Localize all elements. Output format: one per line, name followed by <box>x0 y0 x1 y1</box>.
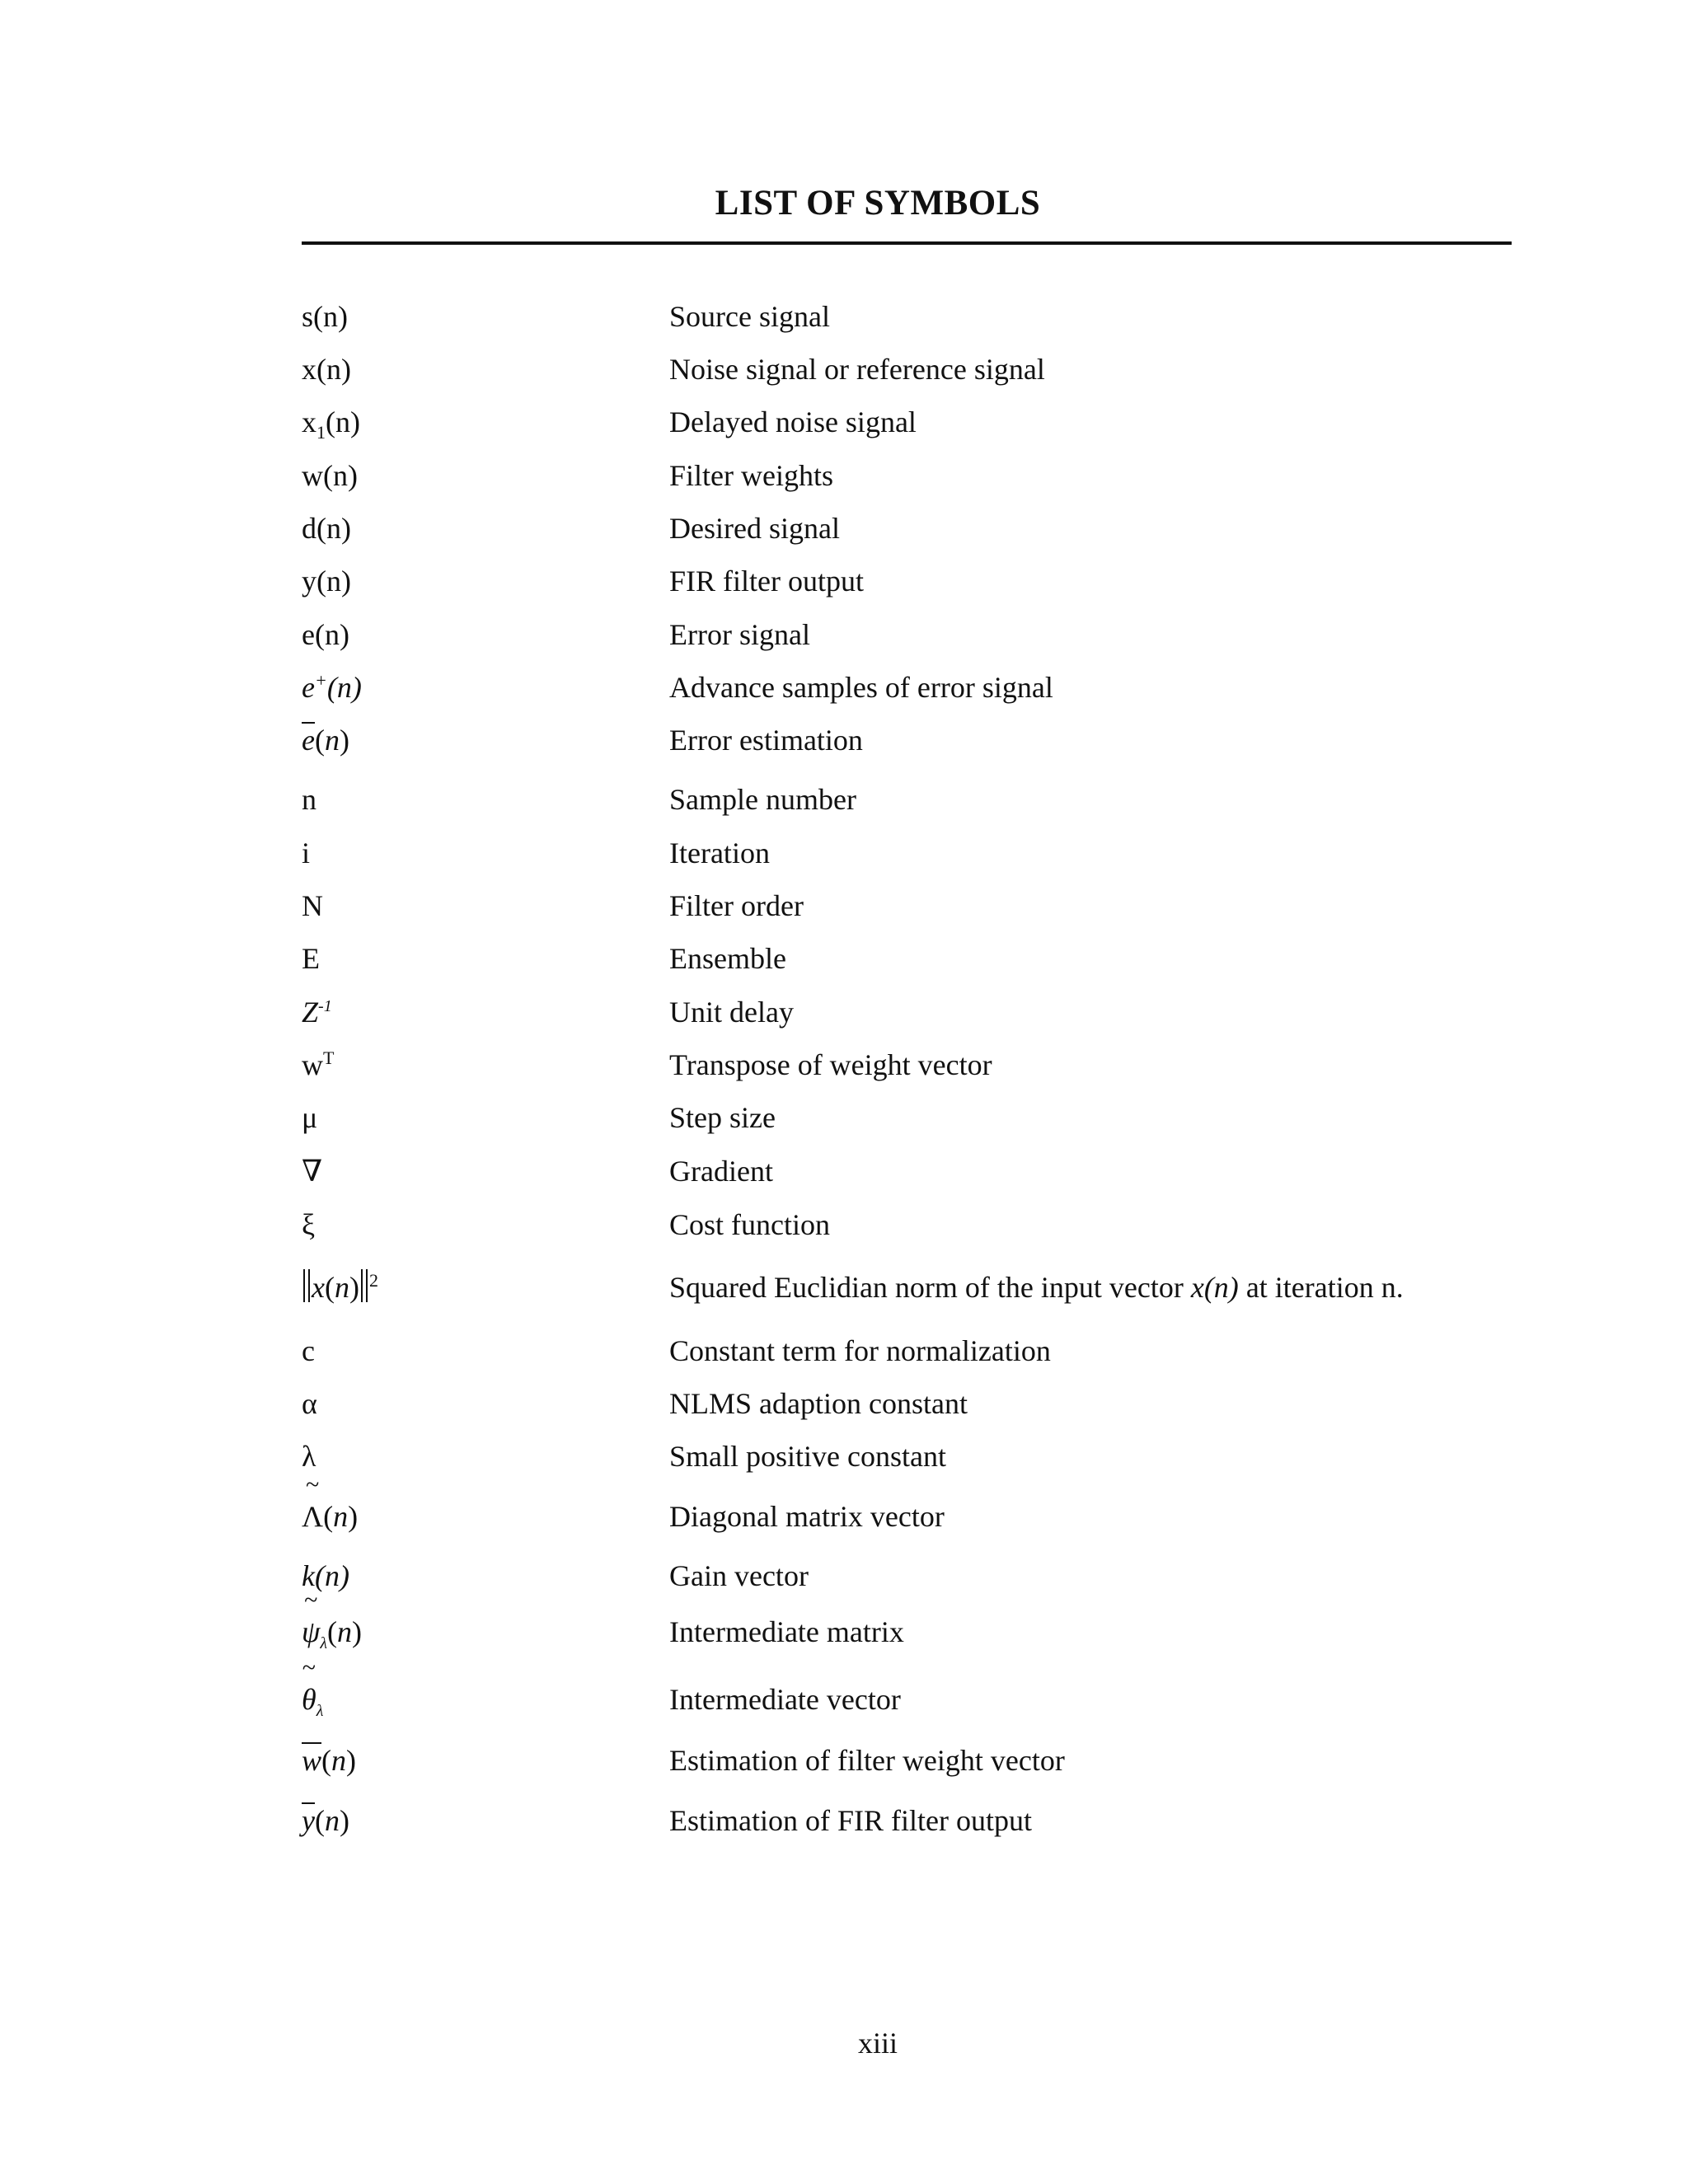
symbol-row <box>0 1798 1688 1843</box>
symbol: ∇ <box>302 1155 323 1188</box>
symbol-row <box>0 1586 1688 1654</box>
symbol-description: Advance samples of error signal <box>669 671 1053 704</box>
symbol-row <box>0 400 1688 444</box>
symbol-description: Filter weights <box>669 459 833 492</box>
symbol-description: FIR filter output <box>669 565 864 598</box>
symbol-description: Error estimation <box>669 724 863 757</box>
symbol-row <box>0 1654 1688 1722</box>
symbol-description: Squared Euclidian norm of the input vector x(n) at iteration n. <box>669 1271 1404 1304</box>
symbol: w(n) <box>302 459 358 492</box>
symbol: i <box>302 837 311 869</box>
symbol-description: Small positive constant <box>669 1440 946 1473</box>
symbol: x(n) <box>302 353 351 386</box>
symbol-description: Step size <box>669 1101 776 1134</box>
symbol-description: Unit delay <box>669 996 794 1029</box>
symbol-row <box>0 1554 1688 1598</box>
symbol: E <box>302 942 320 975</box>
page-number: xiii <box>857 2027 898 2060</box>
symbol-description: Iteration <box>669 837 770 869</box>
symbol: λ <box>302 1440 316 1473</box>
symbol-description: Gain vector <box>669 1559 809 1592</box>
symbol-row <box>0 718 1688 762</box>
symbol-description: Ensemble <box>669 942 786 975</box>
symbol: ξ <box>302 1208 316 1241</box>
symbol-description: Gradient <box>669 1155 773 1188</box>
symbol: $\overline{e}(n)$ <box>302 724 349 757</box>
symbol-row <box>0 1202 1688 1247</box>
title-rule <box>302 241 1512 245</box>
symbol-row <box>0 1381 1688 1426</box>
symbol: $Z^{-1}$ <box>302 996 332 1029</box>
symbol-description: Desired signal <box>669 512 840 545</box>
symbol-row <box>0 1738 1688 1783</box>
symbol: c <box>302 1334 315 1367</box>
symbol-row <box>0 1329 1688 1373</box>
symbol-description: NLMS adaption constant <box>669 1387 968 1420</box>
symbol-description: Sample number <box>669 783 856 816</box>
symbol-row <box>0 1434 1688 1479</box>
symbol-description: Delayed noise signal <box>669 405 917 438</box>
symbol-description: Estimation of FIR filter output <box>669 1804 1032 1837</box>
symbol-row <box>0 665 1688 710</box>
symbol-row <box>0 612 1688 657</box>
symbol: ~ $\theta_\lambda$ <box>302 1654 324 1721</box>
symbol-description: Estimation of filter weight vector <box>669 1744 1065 1777</box>
symbol: ~ Λ(n) <box>302 1471 359 1533</box>
symbol: e+(n) <box>302 670 362 704</box>
symbol: x(n) $^2$ <box>302 1265 378 1310</box>
page-title: LIST OF SYMBOLS <box>715 184 1041 223</box>
symbol-row <box>0 936 1688 981</box>
symbol: s(n) <box>302 300 348 333</box>
symbol-row <box>0 294 1688 339</box>
symbol-description: Noise signal or reference signal <box>669 353 1045 386</box>
symbol: α <box>302 1387 317 1420</box>
symbol-row <box>0 1149 1688 1193</box>
symbol-row <box>0 1471 1688 1539</box>
symbol: n <box>302 783 316 816</box>
symbol-row <box>0 506 1688 551</box>
symbol-description: Error signal <box>669 618 810 651</box>
symbol-description: Filter order <box>669 889 804 922</box>
symbol: y(n) <box>302 565 351 598</box>
symbol-description: Transpose of weight vector <box>669 1048 992 1081</box>
symbol-description: Intermediate matrix <box>669 1615 904 1648</box>
symbol-row <box>0 990 1688 1034</box>
symbol-row <box>0 883 1688 928</box>
symbol-row <box>0 777 1688 822</box>
symbol: N <box>302 889 323 922</box>
symbol: k(n) <box>302 1559 349 1592</box>
symbol-row <box>0 1095 1688 1140</box>
symbol-description: Intermediate vector <box>669 1683 901 1716</box>
symbol-row <box>0 831 1688 875</box>
symbol: $\overline{y}(n)$ <box>302 1804 349 1837</box>
symbol-description: Diagonal matrix vector <box>669 1500 945 1533</box>
symbol: $\overline{w}(n)$ <box>302 1744 357 1777</box>
symbol-description: Cost function <box>669 1208 830 1241</box>
symbol-description: Source signal <box>669 300 830 333</box>
symbol: e(n) <box>302 618 349 651</box>
symbol-row <box>0 1043 1688 1087</box>
symbol-row <box>0 347 1688 391</box>
symbol: ~ $\psi_\lambda(n)$ <box>302 1586 363 1653</box>
symbol: $x_1(n)$ <box>302 405 360 443</box>
symbol-row <box>0 559 1688 603</box>
symbol-row <box>0 453 1688 498</box>
symbol-description: Constant term for normalization <box>669 1334 1051 1367</box>
symbol: $w^T$ <box>302 1047 335 1081</box>
symbol: d(n) <box>302 512 351 545</box>
symbol-row <box>0 1265 1688 1310</box>
symbol: μ <box>302 1101 318 1134</box>
